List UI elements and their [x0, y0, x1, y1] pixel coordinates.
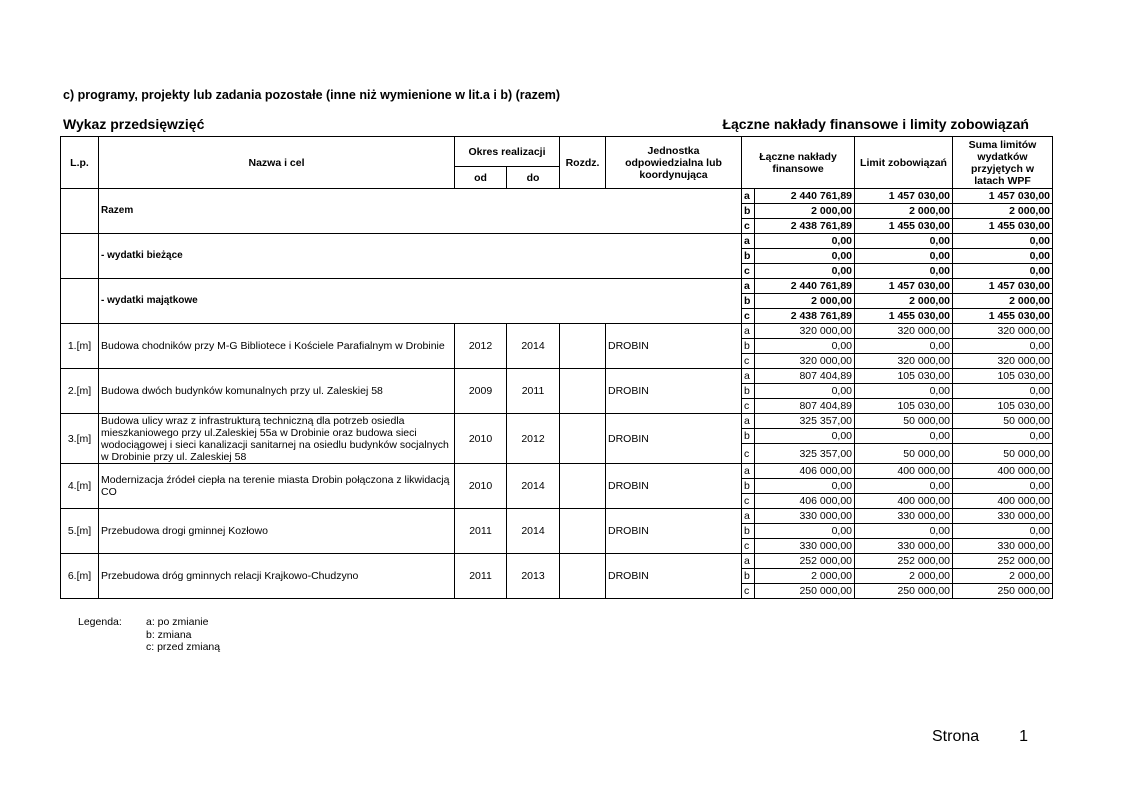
header-from: od: [455, 167, 507, 189]
project-to: 2014: [507, 464, 560, 509]
total-value: 0,00: [755, 479, 855, 494]
total-value: 330 000,00: [755, 539, 855, 554]
project-to: 2014: [507, 509, 560, 554]
total-value: 325 357,00: [755, 414, 855, 429]
project-unit: DROBIN: [606, 464, 742, 509]
header-period: Okres realizacji: [455, 137, 560, 167]
row-variant: c: [742, 264, 755, 279]
table-row: [61, 509, 1053, 524]
row-variant: b: [742, 249, 755, 264]
page-label: Strona: [932, 728, 980, 745]
project-lp: 1.[m]: [61, 324, 99, 369]
project-name: Przebudowa drogi gminnej Kozłowo: [99, 509, 455, 554]
legend-list: [146, 616, 220, 654]
sum-value: 0,00: [953, 429, 1053, 444]
limit-value: 330 000,00: [855, 539, 953, 554]
sum-value: 105 030,00: [953, 369, 1053, 384]
total-value: 2 440 761,89: [755, 279, 855, 294]
total-value: 330 000,00: [755, 509, 855, 524]
header-total: Łączne nakłady finansowe: [742, 137, 855, 189]
summary-label: - wydatki majątkowe: [99, 279, 742, 324]
limit-value: 320 000,00: [855, 354, 953, 369]
row-variant: c: [742, 219, 755, 234]
project-unit: DROBIN: [606, 509, 742, 554]
limit-value: 1 457 030,00: [855, 279, 953, 294]
limit-value: 105 030,00: [855, 369, 953, 384]
project-unit: DROBIN: [606, 554, 742, 599]
limit-value: 330 000,00: [855, 509, 953, 524]
limit-value: 0,00: [855, 429, 953, 444]
limit-value: 0,00: [855, 234, 953, 249]
row-variant: a: [742, 509, 755, 524]
total-value: 2 438 761,89: [755, 219, 855, 234]
sum-value: 2 000,00: [953, 569, 1053, 584]
sum-value: 400 000,00: [953, 464, 1053, 479]
legend-item-b: b: zmiana: [146, 628, 192, 641]
limit-value: 2 000,00: [855, 204, 953, 219]
total-value: 0,00: [755, 429, 855, 444]
header-name: Nazwa i cel: [99, 137, 455, 189]
limit-value: 320 000,00: [855, 324, 953, 339]
limit-value: 1 455 030,00: [855, 309, 953, 324]
sum-value: 50 000,00: [953, 414, 1053, 429]
sum-value: 0,00: [953, 234, 1053, 249]
header-sum: Suma limitów wydatków przyjętych w latach WPF: [953, 137, 1053, 189]
sum-value: 250 000,00: [953, 584, 1053, 599]
project-rozdz: [560, 369, 606, 414]
sum-value: 0,00: [953, 479, 1053, 494]
header-rozdz: Rozdz.: [560, 137, 606, 189]
limit-value: 0,00: [855, 384, 953, 399]
project-unit: DROBIN: [606, 369, 742, 414]
limit-value: 250 000,00: [855, 584, 953, 599]
total-value: 2 000,00: [755, 204, 855, 219]
projects-table: [60, 136, 1053, 599]
legend-item-a: a: po zmianie: [146, 616, 209, 628]
row-variant: a: [742, 414, 755, 429]
row-variant: a: [742, 189, 755, 204]
project-unit: DROBIN: [606, 414, 742, 464]
total-value: 250 000,00: [755, 584, 855, 599]
header-unit: Jednostka odpowiedzialna lub koordynująca: [606, 137, 742, 189]
limit-value: 400 000,00: [855, 494, 953, 509]
limit-value: 2 000,00: [855, 294, 953, 309]
project-to: 2014: [507, 324, 560, 369]
limit-value: 1 457 030,00: [855, 189, 953, 204]
row-variant: a: [742, 464, 755, 479]
table-row: [61, 369, 1053, 384]
total-value: 325 357,00: [755, 444, 855, 464]
page-footer: [932, 728, 1028, 746]
project-lp: 5.[m]: [61, 509, 99, 554]
project-from: 2012: [455, 324, 507, 369]
project-from: 2010: [455, 464, 507, 509]
legend-item-c: c: przed zmianą: [146, 641, 221, 653]
table-row: [61, 414, 1053, 429]
row-variant: c: [742, 399, 755, 414]
limit-value: 0,00: [855, 479, 953, 494]
row-variant: a: [742, 279, 755, 294]
limit-value: 400 000,00: [855, 464, 953, 479]
list-title: Wykaz przedsięwzięć: [63, 116, 205, 132]
summary-lp-cell: [61, 279, 99, 324]
sum-value: 330 000,00: [953, 509, 1053, 524]
limit-value: 252 000,00: [855, 554, 953, 569]
project-from: 2011: [455, 554, 507, 599]
sum-value: 0,00: [953, 384, 1053, 399]
total-value: 252 000,00: [755, 554, 855, 569]
sum-value: 50 000,00: [953, 444, 1053, 464]
limit-value: 0,00: [855, 524, 953, 539]
total-value: 2 000,00: [755, 569, 855, 584]
row-variant: a: [742, 234, 755, 249]
sum-value: 320 000,00: [953, 354, 1053, 369]
project-name: Budowa dwóch budynków komunalnych przy ul. Zaleskiej 58: [99, 369, 455, 414]
row-variant: a: [742, 369, 755, 384]
row-variant: b: [742, 339, 755, 354]
sum-value: 320 000,00: [953, 324, 1053, 339]
total-value: 0,00: [755, 264, 855, 279]
row-variant: a: [742, 554, 755, 569]
row-variant: a: [742, 324, 755, 339]
row-variant: b: [742, 524, 755, 539]
table-row: [61, 464, 1053, 479]
limit-value: 50 000,00: [855, 444, 953, 464]
total-value: 0,00: [755, 524, 855, 539]
total-value: 0,00: [755, 249, 855, 264]
table-row: [61, 324, 1053, 339]
project-rozdz: [560, 414, 606, 464]
project-lp: 2.[m]: [61, 369, 99, 414]
sum-value: 0,00: [953, 524, 1053, 539]
sum-value: 105 030,00: [953, 399, 1053, 414]
total-value: 320 000,00: [755, 324, 855, 339]
row-variant: c: [742, 354, 755, 369]
limit-value: 105 030,00: [855, 399, 953, 414]
legend-label: Legenda:: [78, 616, 122, 628]
total-value: 0,00: [755, 339, 855, 354]
sum-value: 2 000,00: [953, 204, 1053, 219]
project-from: 2011: [455, 509, 507, 554]
limit-value: 0,00: [855, 264, 953, 279]
total-value: 807 404,89: [755, 399, 855, 414]
row-variant: c: [742, 444, 755, 464]
limit-value: 2 000,00: [855, 569, 953, 584]
summary-row: [61, 189, 1053, 204]
row-variant: b: [742, 429, 755, 444]
header-lp: L.p.: [61, 137, 99, 189]
project-from: 2009: [455, 369, 507, 414]
sum-value: 400 000,00: [953, 494, 1053, 509]
total-value: 807 404,89: [755, 369, 855, 384]
row-variant: b: [742, 384, 755, 399]
sum-value: 2 000,00: [953, 294, 1053, 309]
project-rozdz: [560, 464, 606, 509]
totals-title: Łączne nakłady finansowe i limity zobowiązań: [722, 116, 1029, 132]
total-value: 2 000,00: [755, 294, 855, 309]
sum-value: 1 455 030,00: [953, 219, 1053, 234]
summary-lp-cell: [61, 234, 99, 279]
total-value: 0,00: [755, 234, 855, 249]
project-lp: 6.[m]: [61, 554, 99, 599]
total-value: 0,00: [755, 384, 855, 399]
sum-value: 0,00: [953, 264, 1053, 279]
summary-label: Razem: [99, 189, 742, 234]
sum-value: 1 457 030,00: [953, 279, 1053, 294]
header-to: do: [507, 167, 560, 189]
row-variant: b: [742, 294, 755, 309]
total-value: 2 440 761,89: [755, 189, 855, 204]
row-variant: c: [742, 309, 755, 324]
project-name: Przebudowa dróg gminnych relacji Krajkowo-Chudzyno: [99, 554, 455, 599]
row-variant: b: [742, 204, 755, 219]
section-heading: c) programy, projekty lub zadania pozostałe (inne niż wymienione w lit.a i b) (razem): [63, 88, 561, 102]
limit-value: 0,00: [855, 339, 953, 354]
summary-label: - wydatki bieżące: [99, 234, 742, 279]
total-value: 406 000,00: [755, 464, 855, 479]
sum-value: 1 457 030,00: [953, 189, 1053, 204]
project-to: 2012: [507, 414, 560, 464]
project-rozdz: [560, 324, 606, 369]
total-value: 2 438 761,89: [755, 309, 855, 324]
summary-row: [61, 279, 1053, 294]
limit-value: 50 000,00: [855, 414, 953, 429]
total-value: 320 000,00: [755, 354, 855, 369]
project-to: 2011: [507, 369, 560, 414]
project-name: Budowa ulicy wraz z infrastrukturą techniczną dla potrzeb osiedla mieszkaniowego przy ul.Zaleskiej 55a w Drobinie oraz budowa sieci wodociągowej i sieci kanalizacji sanitarnej na osiedlu budynków socjalnych w Drobinie przy ul. Zaleskiej 58: [99, 414, 455, 464]
page-number: 1: [1019, 728, 1029, 745]
sum-value: 330 000,00: [953, 539, 1053, 554]
limit-value: 1 455 030,00: [855, 219, 953, 234]
row-variant: c: [742, 494, 755, 509]
row-variant: c: [742, 584, 755, 599]
table-row: [61, 554, 1053, 569]
project-from: 2010: [455, 414, 507, 464]
project-rozdz: [560, 509, 606, 554]
sum-value: 1 455 030,00: [953, 309, 1053, 324]
summary-lp-cell: [61, 189, 99, 234]
sum-value: 252 000,00: [953, 554, 1053, 569]
project-unit: DROBIN: [606, 324, 742, 369]
row-variant: b: [742, 479, 755, 494]
limit-value: 0,00: [855, 249, 953, 264]
project-name: Modernizacja źródeł ciepła na terenie miasta Drobin połączona z likwidacją CO: [99, 464, 455, 509]
project-rozdz: [560, 554, 606, 599]
total-value: 406 000,00: [755, 494, 855, 509]
sum-value: 0,00: [953, 339, 1053, 354]
row-variant: b: [742, 569, 755, 584]
project-to: 2013: [507, 554, 560, 599]
row-variant: c: [742, 539, 755, 554]
header-limit: Limit zobowiązań: [855, 137, 953, 189]
project-name: Budowa chodników przy M-G Bibliotece i Kościele Parafialnym w Drobinie: [99, 324, 455, 369]
project-lp: 3.[m]: [61, 414, 99, 464]
summary-row: [61, 234, 1053, 249]
sum-value: 0,00: [953, 249, 1053, 264]
project-lp: 4.[m]: [61, 464, 99, 509]
